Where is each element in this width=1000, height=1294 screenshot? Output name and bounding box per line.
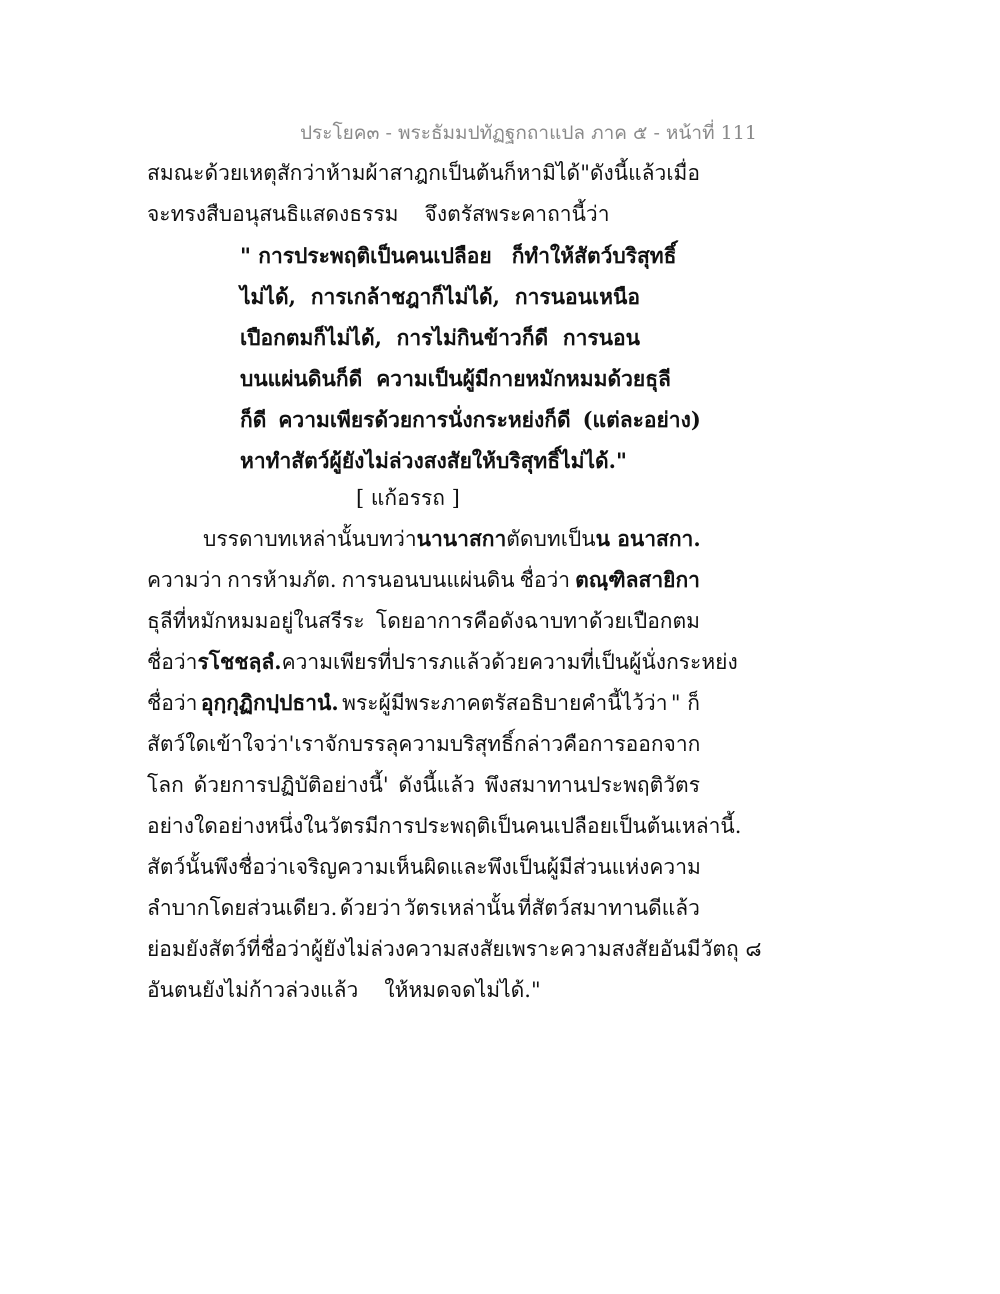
text-segment: พึงชื่อว่าเจริญความเห็นผิด xyxy=(213,855,450,879)
verse-segment: ความเพียรด้วยการนั่งกระหย่งก็ดี xyxy=(278,407,571,432)
text-segment: พระผู้มีพระภาคตรัสอธิบายคำนี้ไว้ว่า xyxy=(342,691,668,715)
verse-segment: (แต่ละอย่าง) xyxy=(582,407,701,432)
pali-term: อุกฺกุฏิกปฺปธานํ. xyxy=(200,690,339,715)
text-segment: ลำบากโดยส่วนเดียว. xyxy=(147,896,338,920)
verse-segment: ความเป็นผู้มีกายหมักหมมด้วยธุลี xyxy=(376,366,671,391)
body-line-2 xyxy=(147,562,700,598)
text-segment: ย่อมยังสัตว์ที่ชื่อว่าผู้ยังไม่ล่วงความสงสัย xyxy=(147,937,505,961)
text-segment: ด้วยว่า xyxy=(339,896,402,920)
text-segment: " ก็ xyxy=(670,691,700,715)
body-line-6 xyxy=(147,726,700,762)
body-line-12 xyxy=(147,972,700,1008)
verse-segment: หาทำสัตว์ผู้ยังไม่ล่วงสงสัยให้บริสุทธิ์ไม่ได้." xyxy=(240,448,627,473)
intro-line-1 xyxy=(147,155,700,191)
text-segment: วัตรเหล่านั้น xyxy=(403,896,515,920)
body-line-9 xyxy=(147,849,700,885)
text-segment: อันตนยังไม่ก้าวล่วงแล้ว xyxy=(147,978,359,1002)
pali-term: นานาสกา xyxy=(416,526,507,551)
body-line-11 xyxy=(147,931,762,967)
verse-line-5 xyxy=(240,402,701,438)
intro-line-2 xyxy=(147,196,700,232)
text-segment: ให้หมดจดไม่ได้." xyxy=(384,978,541,1002)
section-heading: [ แก้อรรถ ] xyxy=(356,486,460,510)
text-segment: เข้าใจว่า xyxy=(209,732,289,756)
verse-line-4 xyxy=(240,361,671,397)
text-segment: การห้ามภัต. xyxy=(227,568,337,592)
running-header: ประโยค๓ - พระธัมมปทัฏฐกถาแปล ภาค ๕ - หน้าที่ 111 xyxy=(300,122,757,144)
text-segment: การนอนบนแผ่นดิน xyxy=(341,568,515,592)
text-segment: ดังนี้แล้ว xyxy=(398,773,475,797)
verse-segment: บนแผ่นดินก็ดี xyxy=(240,366,363,391)
verse-segment: ไม่ได้, xyxy=(240,284,296,309)
verse-line-3 xyxy=(240,320,640,356)
text-segment: สมณะ xyxy=(147,161,205,185)
verse-segment: การเกล้าชฎาก็ไม่ได้, xyxy=(310,284,500,309)
verse-line-2 xyxy=(240,279,640,315)
text-segment: จะทรงสืบอนุสนธิแสดงธรรม xyxy=(147,202,399,226)
verse-segment: " การประพฤติเป็นคนเปลือย xyxy=(240,243,492,268)
verse-segment: การนอน xyxy=(562,325,640,350)
pali-term: ตณฺฑิลสายิกา xyxy=(575,567,700,592)
text-segment: สัตว์ใด xyxy=(147,732,210,756)
text-segment: จึงตรัสพระคาถานี้ว่า xyxy=(424,202,610,226)
text-segment: เมื่อ xyxy=(666,161,700,185)
pali-term: รโชชลฺลํ. xyxy=(197,649,282,674)
pali-term: น อนาสกา. xyxy=(595,526,701,551)
body-line-3 xyxy=(147,603,700,639)
text-segment: ชื่อว่า xyxy=(147,650,198,674)
text-segment: ในวัตรมีการประพฤติเป็นคนเปลือยเป็นต้น xyxy=(303,814,675,838)
body-line-8 xyxy=(147,808,742,844)
text-segment: กล่าวคือการออกจาก xyxy=(513,732,701,756)
text-segment: ตัดบทเป็น xyxy=(506,527,596,551)
body-line-7 xyxy=(147,767,700,803)
verse-line-1 xyxy=(240,238,677,274)
verse-segment: การไม่กินข้าวก็ดี xyxy=(396,325,549,350)
text-segment: และพึงเป็นผู้มีส่วนแห่งความ xyxy=(449,855,701,879)
text-segment: ที่สัตว์สมาทานดีแล้ว xyxy=(517,896,700,920)
text-segment: 'เราจักบรรลุความบริสุทธิ์ xyxy=(288,732,514,756)
text-segment: ดังนี้แล้ว xyxy=(589,161,667,185)
body-line-4 xyxy=(147,644,738,680)
text-segment: ด้วยเหตุสักว่าห้ามผ้าสาฎกเป็นต้นก็หามิได้" xyxy=(204,161,590,185)
text-segment: เหล่านี้. xyxy=(674,814,742,838)
text-segment: ธุลีที่หมักหมมอยู่ในสรีระ xyxy=(147,609,365,633)
verse-segment: ก็ดี xyxy=(240,407,267,432)
text-segment: สัตว์นั้น xyxy=(147,855,214,879)
body-line-1 xyxy=(203,521,700,557)
text-segment: ความว่า xyxy=(147,568,223,592)
body-line-5 xyxy=(147,685,700,721)
body-line-10 xyxy=(147,890,700,926)
text-segment: บทว่า xyxy=(365,527,417,551)
text-segment: อย่างใดอย่างหนึ่ง xyxy=(147,814,304,838)
verse-segment: เปือกตมก็ไม่ได้, xyxy=(240,325,382,350)
text-segment: บรรดาบทเหล่านั้น xyxy=(203,527,366,551)
text-segment: ด้วยความที่เป็นผู้นั่งกระหย่ง xyxy=(491,650,738,674)
verse-line-6 xyxy=(240,443,640,479)
text-segment: ด้วยการปฏิบัติอย่างนี้' xyxy=(193,773,389,797)
text-segment: พึงสมาทานประพฤติวัตร xyxy=(484,773,700,797)
text-segment: โดยอาการคือดังฉาบทาด้วยเปือกตม xyxy=(375,609,700,633)
text-segment: โลก xyxy=(147,773,184,797)
verse-segment: ก็ทำให้สัตว์บริสุทธิ์ xyxy=(511,243,677,268)
text-segment: เพราะความสงสัยอันมีวัตถุ ๘ xyxy=(504,937,762,961)
text-segment: ชื่อว่า xyxy=(519,568,571,592)
text-segment: ความเพียรที่ปรารภแล้ว xyxy=(281,650,492,674)
verse-segment: การนอนเหนือ xyxy=(514,284,640,309)
text-segment: ชื่อว่า xyxy=(147,691,198,715)
